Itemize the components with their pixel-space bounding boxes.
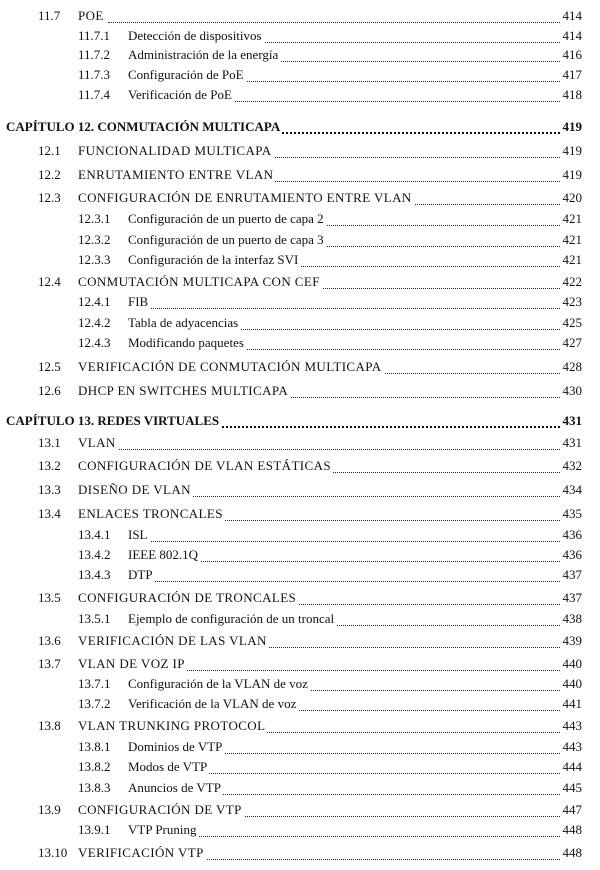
toc-entry-number: 13.6 <box>38 633 61 648</box>
toc-entry-number: 12.3.1 <box>78 211 111 226</box>
toc-page-number: 437 <box>562 567 582 582</box>
toc-entry-title: Anuncios de VTP <box>128 780 221 795</box>
toc-entry-number: 13.2 <box>38 458 61 473</box>
toc-entry <box>0 717 600 735</box>
toc-page-number: 417 <box>562 67 582 82</box>
toc-entry <box>0 610 600 628</box>
toc-entry-title: CONFIGURACIÓN DE VLAN ESTÁTICAS <box>78 458 332 473</box>
toc-entry-title: DTP <box>128 567 153 582</box>
toc-entry-title: ENLACES TRONCALES <box>78 506 223 521</box>
dot-leader <box>108 22 560 23</box>
toc-entry-title: Ejemplo de configuración de un troncal <box>128 611 335 626</box>
toc-entry <box>0 655 600 673</box>
toc-page-number: 431 <box>562 413 582 428</box>
toc-entry-title: Modos de VTP <box>128 759 208 774</box>
toc-entry <box>0 505 600 523</box>
toc-entry-title: CONMUTACIÓN MULTICAPA CON CEF <box>78 274 320 289</box>
toc-entry-number: 13.7.2 <box>78 696 111 711</box>
toc-entry-number: 11.7.3 <box>78 67 111 82</box>
toc-entry-number: 12.4.2 <box>78 315 111 330</box>
toc-entry <box>0 231 600 249</box>
toc-page-number: 440 <box>562 676 582 691</box>
toc-entry-number: 13.8 <box>38 718 61 733</box>
toc-page-number: 418 <box>562 87 582 102</box>
toc-page-number: 437 <box>562 590 582 605</box>
toc-entry-number: 11.7.1 <box>78 28 111 43</box>
toc-entry-number: 13.10 <box>38 845 68 860</box>
toc-page-number: 419 <box>562 119 582 134</box>
toc-entry-number: 13.4.3 <box>78 567 111 582</box>
toc-entry <box>0 251 600 269</box>
toc-page-number: 432 <box>562 458 582 473</box>
toc-entry <box>0 314 600 332</box>
toc-page-number: 421 <box>562 211 582 226</box>
toc-entry-title: ISL <box>128 527 148 542</box>
toc-entry-number: 12.3.3 <box>78 252 111 267</box>
toc-entry <box>0 758 600 776</box>
toc-entry-title: Dominios de VTP <box>128 739 223 754</box>
toc-page-number: 443 <box>562 718 582 733</box>
toc-entry-number: 13.4.2 <box>78 547 111 562</box>
toc-entry-title: FUNCIONALIDAD MULTICAPA <box>78 143 272 158</box>
toc-entry-title: CONFIGURACIÓN DE TRONCALES <box>78 590 297 605</box>
toc-entry-title: CONFIGURACIÓN DE VTP <box>78 802 242 817</box>
toc-entry <box>0 526 600 544</box>
toc-entry <box>0 210 600 228</box>
toc-page-number: 436 <box>562 547 582 562</box>
toc-page-number: 414 <box>562 28 582 43</box>
toc-entry <box>0 142 600 160</box>
toc-entry-number: 11.7.2 <box>78 47 111 62</box>
toc-entry-number: 13.7 <box>38 656 61 671</box>
toc-entry-number: 12.2 <box>38 167 61 182</box>
toc-entry-title: VLAN <box>78 435 116 450</box>
toc-page-number: 438 <box>562 611 582 626</box>
toc-entry-number: 12.3.2 <box>78 232 111 247</box>
toc-entry <box>0 695 600 713</box>
toc-entry-title: DISEÑO DE VLAN <box>78 482 191 497</box>
toc-page-number: 421 <box>562 232 582 247</box>
toc-entry-title: Configuración de la interfaz SVI <box>128 252 299 267</box>
toc-entry <box>0 801 600 819</box>
toc-entry-number: 12.6 <box>38 383 61 398</box>
toc-page-number: 448 <box>562 822 582 837</box>
toc-entry-number: 13.9.1 <box>78 822 111 837</box>
toc-entry-title: POE <box>78 8 104 23</box>
toc-entry-number: 13.1 <box>38 435 61 450</box>
toc-entry-number: 13.8.2 <box>78 759 111 774</box>
toc-entry <box>0 821 600 839</box>
toc-entry-title: VERIFICACIÓN DE CONMUTACIÓN MULTICAPA <box>78 359 382 374</box>
toc-entry <box>0 166 600 184</box>
toc-entry <box>0 589 600 607</box>
toc-entry-number: 13.5.1 <box>78 611 111 626</box>
toc-entry-title: Modificando paquetes <box>128 335 244 350</box>
toc-page-number: 430 <box>562 383 582 398</box>
toc-page-number: 440 <box>562 656 582 671</box>
toc-entry-title: VLAN TRUNKING PROTOCOL <box>78 718 266 733</box>
toc-entry-title: Configuración de un puerto de capa 2 <box>128 211 324 226</box>
toc-chapter <box>0 118 600 136</box>
toc-entry <box>0 66 600 84</box>
dot-leader <box>108 449 560 450</box>
toc-entry <box>0 434 600 452</box>
toc-entry <box>0 632 600 650</box>
toc-entry <box>0 779 600 797</box>
toc-entry <box>0 738 600 756</box>
dot-leader <box>128 308 560 309</box>
toc-entry-title: VLAN DE VOZ IP <box>78 656 185 671</box>
toc-page-number: 427 <box>562 335 582 350</box>
toc-page-number: 423 <box>562 294 582 309</box>
toc-entry <box>0 293 600 311</box>
toc-entry <box>0 457 600 475</box>
toc-entry-title: CAPÍTULO 13. REDES VIRTUALES <box>6 413 220 428</box>
toc-entry <box>0 189 600 207</box>
toc-entry-title: VTP Pruning <box>128 822 197 837</box>
toc-entry <box>0 566 600 584</box>
toc-page-number: 414 <box>562 8 582 23</box>
toc-entry <box>0 358 600 376</box>
toc-entry <box>0 46 600 64</box>
toc-entry <box>0 27 600 45</box>
toc-entry-title: Configuración de PoE <box>128 67 244 82</box>
toc-entry-number: 13.5 <box>38 590 61 605</box>
toc-page-number: 447 <box>562 802 582 817</box>
toc-entry-title: FIB <box>128 294 149 309</box>
toc-entry-number: 13.8.1 <box>78 739 111 754</box>
toc-entry-title: Verificación de la VLAN de voz <box>128 696 297 711</box>
toc-entry-number: 12.4 <box>38 274 61 289</box>
toc-entry-number: 13.4 <box>38 506 61 521</box>
toc-page-number: 434 <box>562 482 582 497</box>
toc-entry-title: CAPÍTULO 12. CONMUTACIÓN MULTICAPA <box>6 119 281 134</box>
toc-entry <box>0 844 600 862</box>
toc-entry-number: 11.7.4 <box>78 87 111 102</box>
toc-page-number: 435 <box>562 506 582 521</box>
dot-leader <box>128 541 560 542</box>
toc-entry-title: ENRUTAMIENTO ENTRE VLAN <box>78 167 274 182</box>
toc-page-number: 436 <box>562 527 582 542</box>
toc-page-number: 419 <box>562 167 582 182</box>
toc-entry-number: 13.7.1 <box>78 676 111 691</box>
toc-page-number: 445 <box>562 780 582 795</box>
toc-entry <box>0 334 600 352</box>
toc-page-number: 428 <box>562 359 582 374</box>
toc-entry-number: 11.7 <box>38 8 61 23</box>
toc-page-number: 443 <box>562 739 582 754</box>
toc-entry-title: IEEE 802.1Q <box>128 547 199 562</box>
toc-entry-number: 12.5 <box>38 359 61 374</box>
toc-entry <box>0 273 600 291</box>
toc-entry-number: 12.3 <box>38 190 61 205</box>
toc-entry-number: 12.4.1 <box>78 294 111 309</box>
toc-entry-number: 13.4.1 <box>78 527 111 542</box>
toc-entry <box>0 382 600 400</box>
toc-page-number: 425 <box>562 315 582 330</box>
toc-entry-title: Configuración de la VLAN de voz <box>128 676 308 691</box>
toc-entry-title: VERIFICACIÓN DE LAS VLAN <box>78 633 267 648</box>
toc-entry-title: Detección de dispositivos <box>128 28 262 43</box>
toc-entry-number: 12.4.3 <box>78 335 111 350</box>
toc-entry-number: 13.9 <box>38 802 61 817</box>
toc-entry <box>0 481 600 499</box>
toc-entry-title: CONFIGURACIÓN DE ENRUTAMIENTO ENTRE VLAN <box>78 190 412 205</box>
toc-page-number: 416 <box>562 47 582 62</box>
toc-entry-title: Configuración de un puerto de capa 3 <box>128 232 324 247</box>
toc-entry <box>0 7 600 25</box>
toc-page-number: 419 <box>562 143 582 158</box>
toc-entry <box>0 86 600 104</box>
toc-entry-number: 13.3 <box>38 482 61 497</box>
toc-chapter <box>0 412 600 430</box>
toc-page-number: 439 <box>562 633 582 648</box>
toc-entry <box>0 546 600 564</box>
toc-page-number: 441 <box>562 696 582 711</box>
toc-page-number: 422 <box>562 274 582 289</box>
toc-page-number: 444 <box>562 759 582 774</box>
toc-page-number: 431 <box>562 435 582 450</box>
toc-page-number: 420 <box>562 190 582 205</box>
toc-entry-title: Administración de la energía <box>128 47 279 62</box>
toc-entry-title: VERIFICACIÓN VTP <box>78 845 204 860</box>
toc-page-number: 421 <box>562 252 582 267</box>
dot-leader <box>128 581 560 582</box>
toc-entry <box>0 675 600 693</box>
toc-entry-title: Tabla de adyacencias <box>128 315 239 330</box>
toc-page-number: 448 <box>562 845 582 860</box>
toc-entry-number: 12.1 <box>38 143 61 158</box>
toc-entry-title: DHCP EN SWITCHES MULTICAPA <box>78 383 289 398</box>
toc-entry-title: Verificación de PoE <box>128 87 232 102</box>
toc-entry-number: 13.8.3 <box>78 780 111 795</box>
